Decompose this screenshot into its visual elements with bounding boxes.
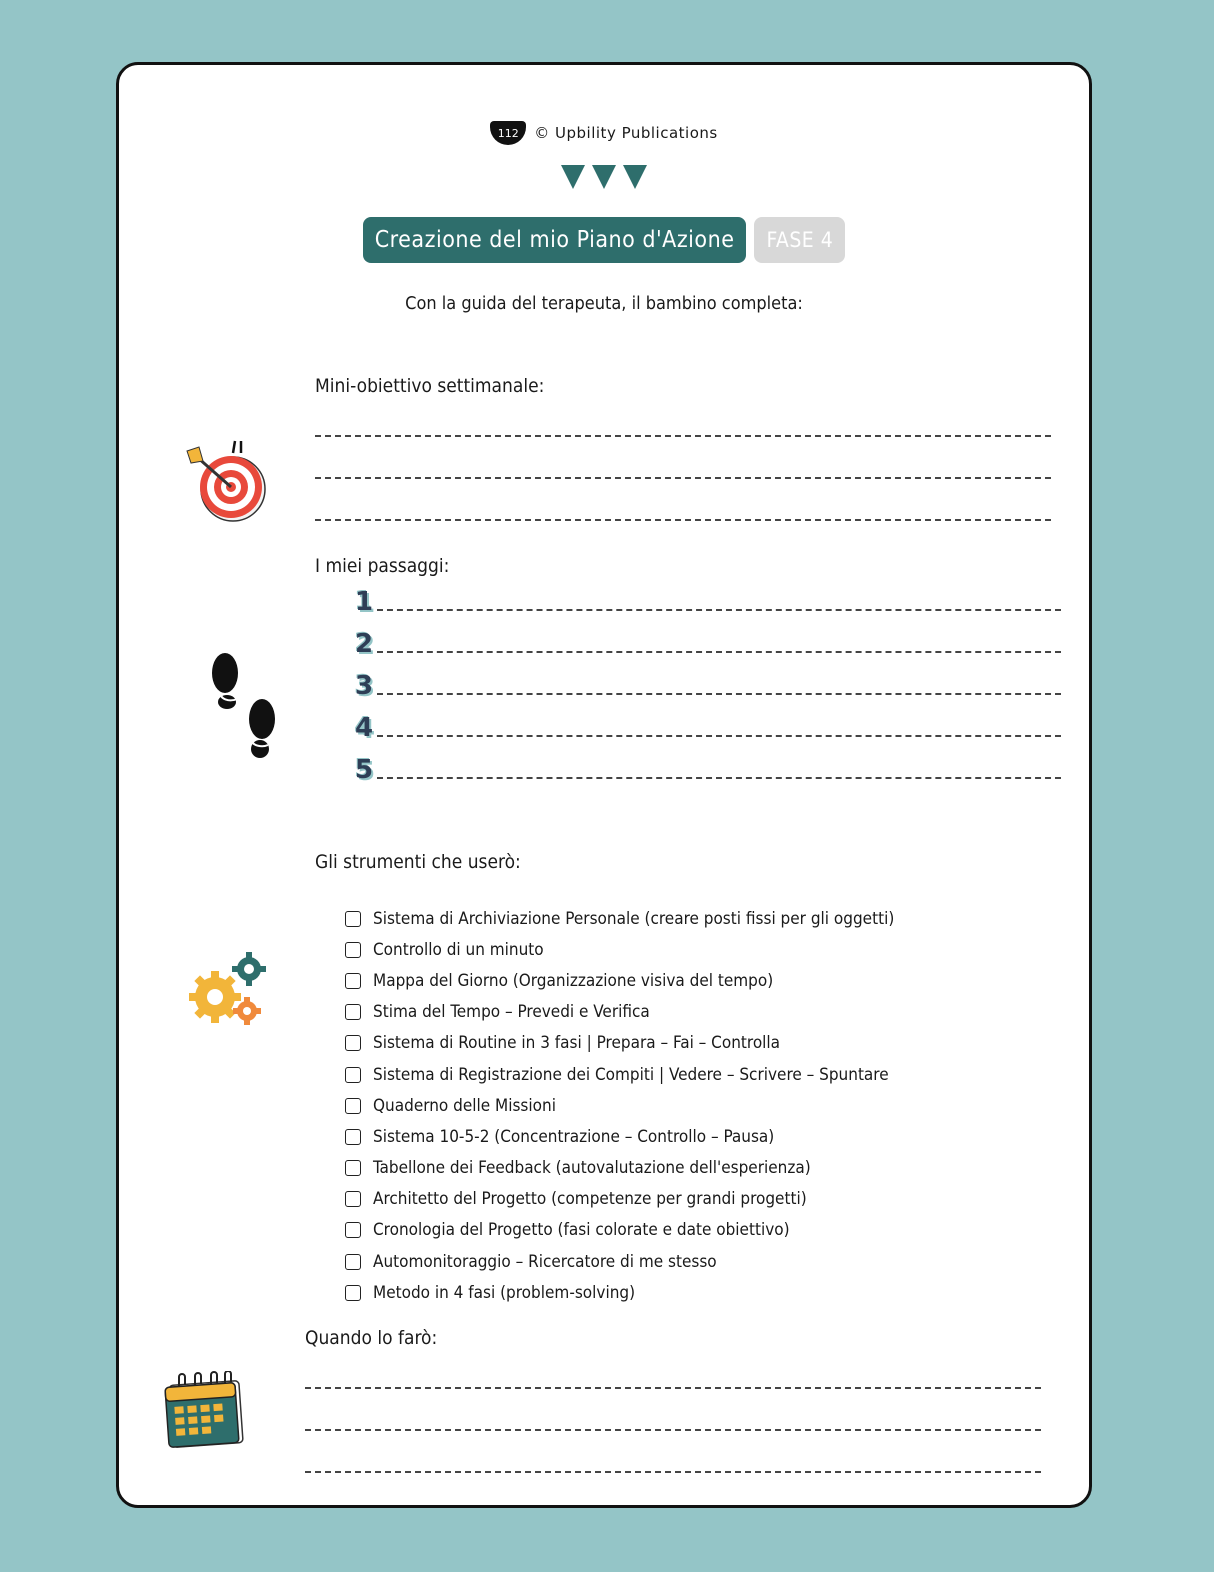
triangle-ornament-icon — [119, 163, 1089, 197]
page-header — [119, 121, 1089, 145]
tool-label: Tabellone dei Feedback (autovalutazione dell'esperienza) — [373, 1158, 811, 1179]
tool-option[interactable] — [345, 965, 894, 996]
worksheet-page — [116, 62, 1092, 1508]
tool-label: Controllo di un minuto — [373, 939, 544, 960]
page-title: Creazione del mio Piano d'Azione — [363, 217, 747, 263]
step-row[interactable] — [355, 587, 1061, 617]
tool-checkbox[interactable] — [345, 1285, 361, 1301]
step-row[interactable] — [355, 629, 1061, 659]
tool-option[interactable] — [345, 1028, 894, 1059]
tool-checkbox[interactable] — [345, 1222, 361, 1238]
publisher-credit: © Upbility Publications — [534, 124, 718, 142]
tool-option[interactable] — [345, 1246, 894, 1277]
step-line[interactable] — [377, 651, 1061, 653]
tool-label: Architetto del Progetto (competenze per grandi progetti) — [373, 1189, 807, 1210]
step-number: 4 — [355, 713, 374, 743]
tool-checkbox[interactable] — [345, 1129, 361, 1145]
title-row — [119, 217, 1089, 263]
step-line[interactable] — [377, 777, 1061, 779]
tool-label: Automonitoraggio – Ricercatore di me stesso — [373, 1251, 717, 1272]
tool-option[interactable] — [345, 1277, 894, 1308]
tool-label: Cronologia del Progetto (fasi colorate e date obiettivo) — [373, 1220, 790, 1241]
tool-checkbox[interactable] — [345, 973, 361, 989]
step-row[interactable] — [355, 713, 1061, 743]
goal-line-3[interactable] — [315, 519, 1051, 521]
tool-label: Sistema di Registrazione dei Compiti | Vedere – Scrivere – Spuntare — [373, 1064, 889, 1085]
goal-label: Mini-obiettivo settimanale: — [315, 375, 545, 397]
goal-line-1[interactable] — [315, 435, 1051, 437]
tool-option[interactable] — [345, 997, 894, 1028]
tool-option[interactable] — [345, 1153, 894, 1184]
tool-label: Metodo in 4 fasi (problem-solving) — [373, 1282, 636, 1303]
phase-badge: FASE 4 — [754, 217, 845, 263]
step-number: 3 — [355, 671, 374, 701]
tool-checkbox[interactable] — [345, 1254, 361, 1270]
tool-label: Mappa del Giorno (Organizzazione visiva del tempo) — [373, 970, 774, 991]
tool-option[interactable] — [345, 1215, 894, 1246]
step-line[interactable] — [377, 735, 1061, 737]
footprints-icon — [207, 651, 279, 771]
step-number: 1 — [355, 587, 374, 617]
step-row[interactable] — [355, 755, 1061, 785]
when-label: Quando lo farò: — [305, 1327, 438, 1349]
tool-option[interactable] — [345, 903, 894, 934]
tool-label: Stima del Tempo – Prevedi e Verifica — [373, 1002, 650, 1023]
step-number: 5 — [355, 755, 374, 785]
tool-checkbox[interactable] — [345, 942, 361, 958]
tool-label: Sistema 10-5-2 (Concentrazione – Controllo – Pausa) — [373, 1126, 775, 1147]
goal-line-2[interactable] — [315, 477, 1051, 479]
tool-checkbox[interactable] — [345, 1191, 361, 1207]
tool-checkbox[interactable] — [345, 1160, 361, 1176]
tool-option[interactable] — [345, 934, 894, 965]
when-line-2[interactable] — [305, 1429, 1041, 1431]
tool-option[interactable] — [345, 1184, 894, 1215]
steps-label: I miei passaggi: — [315, 555, 450, 577]
tool-label: Sistema di Routine in 3 fasi | Prepara – Fai – Controlla — [373, 1033, 781, 1054]
tool-option[interactable] — [345, 1059, 894, 1090]
tool-checkbox[interactable] — [345, 911, 361, 927]
tool-checkbox[interactable] — [345, 1035, 361, 1051]
tool-option[interactable] — [345, 1121, 894, 1152]
gears-icon — [185, 949, 271, 1037]
tools-label: Gli strumenti che userò: — [315, 851, 521, 873]
page-number: 112 — [490, 121, 526, 145]
intro-text: Con la guida del terapeuta, il bambino completa: — [405, 293, 803, 314]
step-line[interactable] — [377, 693, 1061, 695]
tool-checkbox[interactable] — [345, 1098, 361, 1114]
step-line[interactable] — [377, 609, 1061, 611]
when-line-1[interactable] — [305, 1387, 1041, 1389]
calendar-icon — [163, 1371, 247, 1455]
step-row[interactable] — [355, 671, 1061, 701]
tool-label: Sistema di Archiviazione Personale (creare posti fissi per gli oggetti) — [373, 908, 895, 929]
tool-label: Quaderno delle Missioni — [373, 1095, 556, 1116]
target-dart-icon — [181, 437, 273, 533]
tool-checkbox[interactable] — [345, 1004, 361, 1020]
step-number: 2 — [355, 629, 374, 659]
tool-checkbox[interactable] — [345, 1067, 361, 1083]
tools-checklist — [345, 903, 894, 1308]
tool-option[interactable] — [345, 1090, 894, 1121]
when-line-3[interactable] — [305, 1471, 1041, 1473]
